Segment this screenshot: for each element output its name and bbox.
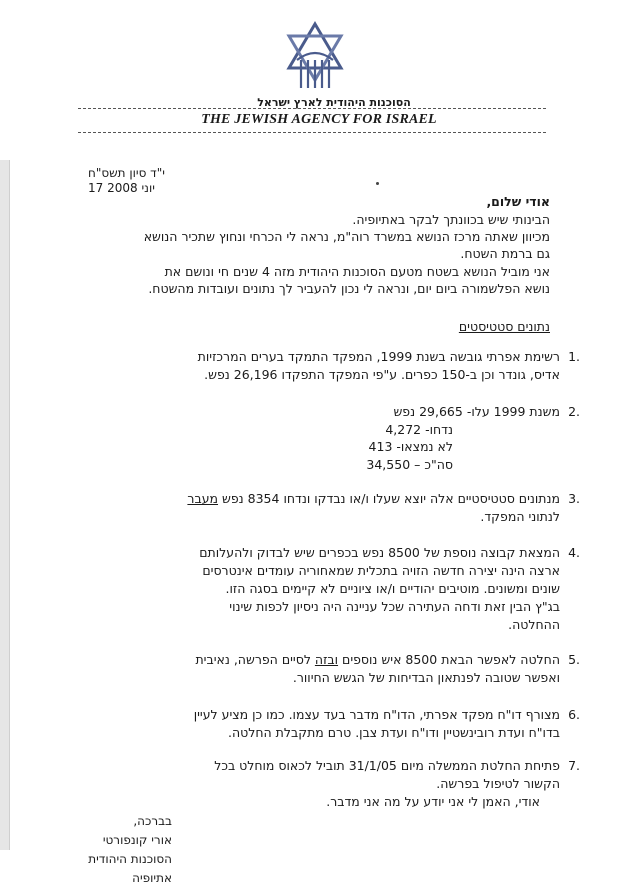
gregorian-date: 17 יוני 2008 [88, 181, 155, 195]
item-number: .7 [568, 758, 580, 773]
list-item [100, 757, 580, 793]
list-item [100, 403, 580, 421]
intro-line: מכיוון שאתה מרכז הנושא במשרד רוה"מ, נראה לי הכרחי ונחוץ שתכיר הנושא [143, 229, 550, 244]
stat-not-found: לא נמצאו- 413 [368, 439, 453, 454]
item-number: .6 [568, 707, 580, 722]
scan-page-edge [0, 160, 10, 850]
stat-rejected: נדחו- 4,272 [385, 422, 453, 437]
list-item [100, 348, 580, 384]
item-line: לנתוני המפקד. [480, 509, 560, 524]
hebrew-date: י"ד סיון תשס"ח [88, 166, 165, 180]
item-line: הקשור לטיפול בפרשה. [436, 776, 560, 791]
list-item [100, 706, 580, 742]
item-number: .2 [568, 404, 580, 419]
greeting: אודי שלום, [486, 194, 550, 209]
jewish-agency-logo [279, 16, 351, 92]
signature-block [88, 812, 172, 888]
section-title: נתונים סטטיסטים [458, 319, 550, 334]
scan-speck [376, 182, 379, 185]
intro-line: הבינותי שיש בכוונתך לבקר באתיופיה. [352, 212, 550, 227]
intro-line: נושא הפלשמורה ביום יום, ונראה לי נכון להעביר לך נתונים ועובדות מהשטח. [148, 281, 550, 296]
list-item [100, 490, 580, 526]
item-line: בג"ץ הבין זאת ודחה העתירה שכל עניינה היה ניסיון לכפות שינוי [229, 599, 560, 614]
item-number: .3 [568, 491, 580, 506]
item-line: ארצה הינה יצירה חדשה הזויה בתכלית שמאחוריה עומדים אינטרסים [202, 563, 560, 578]
header-divider-top [78, 108, 546, 109]
signature-line: בברכה, [133, 814, 172, 828]
org-name-english: THE JEWISH AGENCY FOR ISRAEL [201, 112, 437, 127]
intro-line: גם ברמת השטח. [460, 246, 550, 261]
org-name-hebrew: הסוכנות היהודית לארץ ישראל [257, 96, 411, 109]
list-item [100, 544, 580, 634]
item-number: .5 [568, 652, 580, 667]
item-line: מצורף דו"ח מפקד אפרתי, הדו"ח מדבר בעד עצמו. כמו כן מציע לעיין [193, 707, 560, 722]
signature-line: אורי קונפורטי [102, 833, 172, 847]
intro-line: אני מוביל הנושא בשטח מטעם הסוכנות היהודית מזה 4 שנים חי ונושם את [164, 264, 550, 279]
item-number: .4 [568, 545, 580, 560]
item-line: שונים ומשונים. מוטיבים יהודיים ו/או ציוניים לא קיימים בסגה הזו. [225, 581, 560, 596]
stat-total: סה"כ – 34,550 [366, 457, 453, 472]
item-line: משנת 1999 עלו- 29,665 נפש [393, 404, 560, 419]
item-line: פתיחת החלטת הממשלה מיום 31/1/05 תוביל לכאוס מוחלט בכל [214, 758, 560, 773]
item-line: אדיס, גונדר וכן ב-150 כפרים. ע"פי המפקד התפקדו 26,196 נפש. [204, 367, 560, 382]
item-line: המצאת קבוצה נוספת של 8500 נפש בכפרים שיש לבדוק ולהעלותם [199, 545, 560, 560]
header-divider-bottom [78, 132, 546, 133]
underlined-word: מעבר [187, 491, 219, 506]
item-line [100, 490, 560, 508]
item-line: רשימת אפרתי גובשה בשנת 1999, המפקד התמקד בערים המרכזיות [197, 349, 560, 364]
item-line: ההחלטה. [508, 617, 560, 632]
item-line-text: מנתונים סטטיסטיים אלה יוצא שעלו ו/או נבדקו ונדחו 8354 נפש [222, 491, 560, 506]
list-item [100, 651, 580, 687]
closing-line: אודי, האמן לי אני יודע על מה אני מדבר. [326, 794, 540, 809]
item-line: החלטה לאפשר הבאת 8500 איש נוספים ובזה לסיים הפרשה, נאיבית [195, 652, 560, 667]
underlined-word: ובזה [314, 652, 339, 667]
item-line: בדו"ח ועדת רובינשטיין ודו"ח ועדת צבן. טרם מתקבלת החלטה. [228, 725, 560, 740]
item-line: ואפשר שטובה לפנתאון הבדיחות של הגשש החיוור. [292, 670, 560, 685]
signature-line: הסוכנות היהודית [88, 852, 172, 866]
item-number: .1 [568, 349, 580, 364]
signature-line: אתיופיה [132, 871, 172, 885]
